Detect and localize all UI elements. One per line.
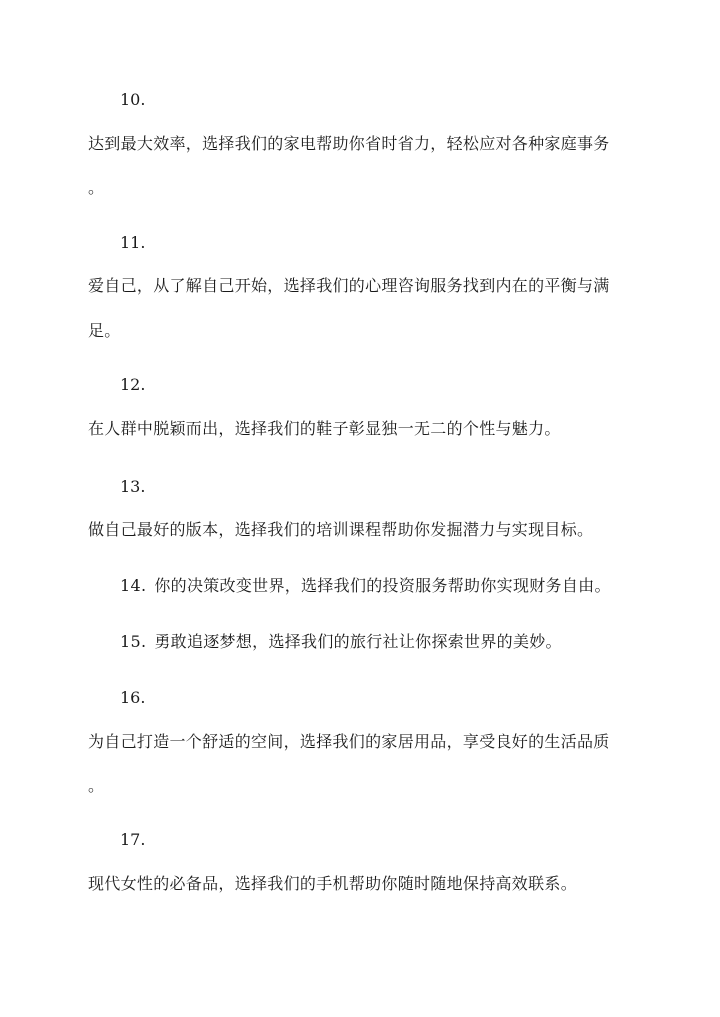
item-number: 16. xyxy=(120,688,146,707)
item-number: 10. xyxy=(120,90,146,109)
item-text-line: 做自己最好的版本，选择我们的培训课程帮助你发掘潜力与实现目标。 xyxy=(88,520,594,539)
item-text-line: 。 xyxy=(88,178,105,197)
item-text-line: 足。 xyxy=(88,321,121,340)
list-item xyxy=(120,632,562,652)
item-text-line: 达到最大效率，选择我们的家电帮助你省时省力，轻松应对各种家庭事务 xyxy=(88,134,610,153)
item-text: 勇敢追逐梦想，选择我们的旅行社让你探索世界的美妙。 xyxy=(154,632,562,651)
item-text-line: 现代女性的必备品，选择我们的手机帮助你随时随地保持高效联系。 xyxy=(88,874,578,893)
item-number: 11. xyxy=(120,233,146,252)
item-number: 17. xyxy=(120,830,146,849)
list-item xyxy=(120,576,611,596)
item-text-line: 。 xyxy=(88,776,105,795)
item-text: 你的决策改变世界，选择我们的投资服务帮助你实现财务自由。 xyxy=(154,576,611,595)
item-number: 15. xyxy=(120,632,147,651)
item-text-line: 为自己打造一个舒适的空间，选择我们的家居用品，享受良好的生活品质 xyxy=(88,732,610,751)
item-text-line: 在人群中脱颖而出，选择我们的鞋子彰显独一无二的个性与魅力。 xyxy=(88,419,561,438)
item-text-line: 爱自己，从了解自己开始，选择我们的心理咨询服务找到内在的平衡与满 xyxy=(88,276,610,295)
item-number: 14. xyxy=(120,576,147,595)
item-number: 12. xyxy=(120,375,146,394)
item-number: 13. xyxy=(120,477,146,496)
